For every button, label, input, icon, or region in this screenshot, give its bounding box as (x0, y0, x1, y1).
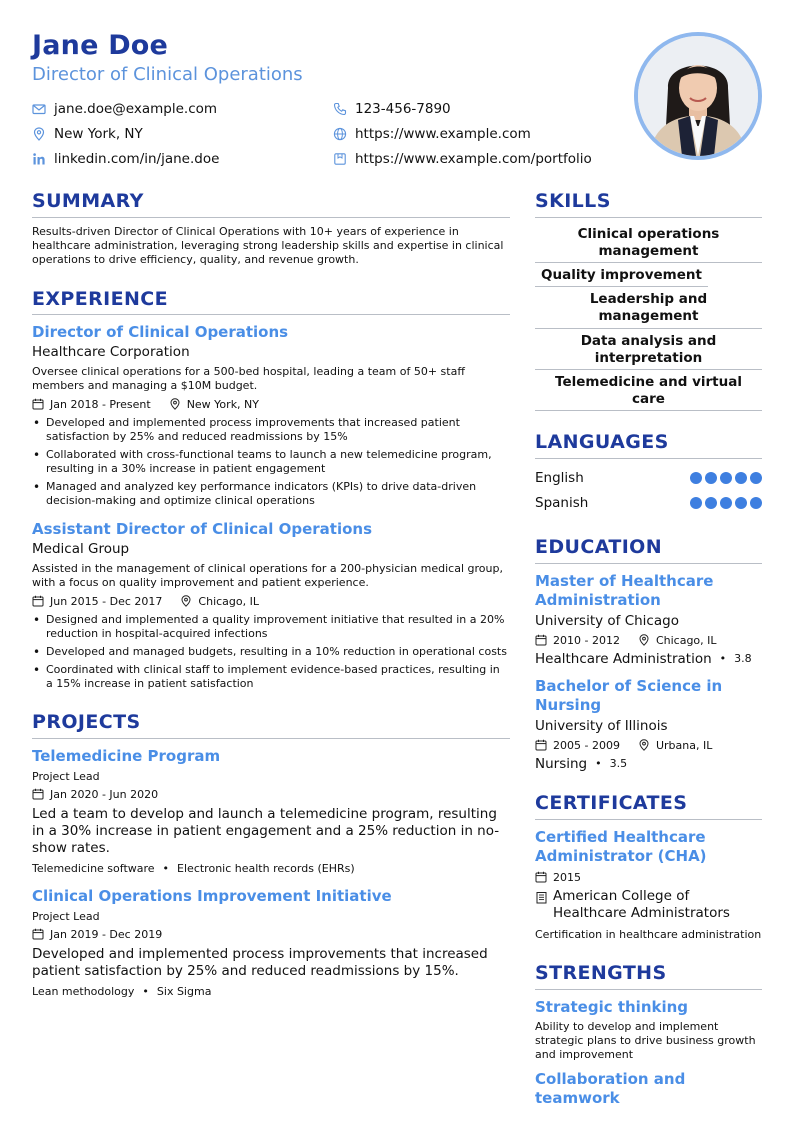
skill-item: Quality improvement (535, 266, 708, 287)
education-entry (535, 572, 762, 667)
job-meta (32, 397, 510, 412)
job-achievements (32, 416, 510, 508)
skill-item: Leadership and management (535, 290, 762, 328)
strengths-section (535, 962, 762, 1108)
contact-phone[interactable] (333, 100, 451, 118)
calendar-icon (535, 871, 547, 883)
job-meta (32, 594, 510, 609)
job-entry (32, 520, 510, 691)
language-name: English (535, 470, 584, 487)
portfolio-text: https://www.example.com/portfolio (355, 151, 592, 167)
field-of-study: Nursing (535, 755, 588, 772)
proficiency-dot (720, 472, 732, 484)
proficiency-dot (705, 472, 717, 484)
project-keywords: Lean methodology • Six Sigma (32, 985, 212, 999)
map-pin-icon (169, 398, 181, 410)
achievement-item: • Designed and implemented a quality improvement initiative that resulted in a 20% reduction in hospital-acquired infections (32, 613, 510, 641)
project-meta (32, 787, 510, 802)
achievement-item: • Developed and implemented process improvements that increased patient satisfaction by 25% and reduced readmissions by 15% (32, 416, 510, 444)
skill-item: Telemedicine and virtual care (535, 373, 762, 411)
summary-heading: SUMMARY (32, 190, 510, 218)
project-entry (32, 887, 510, 998)
building-icon (535, 891, 548, 904)
job-achievements (32, 613, 510, 691)
certificate-issuer: American College of Healthcare Administrators (553, 887, 730, 921)
location-text: New York, NY (54, 126, 143, 142)
achievement-item: • Managed and analyzed key performance indicators (KPIs) to drive data-driven decision-making and optimize clinical operations (32, 480, 510, 508)
contact-location (32, 125, 143, 143)
strength-description: Ability to develop and implement strategic plans to drive business growth and improvement (535, 1019, 756, 1062)
language-item (535, 491, 762, 516)
candidate-name: Jane Doe (32, 30, 169, 61)
resume-header (32, 30, 762, 170)
certificate-issuer-row (535, 888, 762, 922)
phone-icon (333, 102, 347, 116)
field-of-study: Healthcare Administration (535, 650, 712, 667)
profile-photo (634, 32, 762, 160)
envelope-icon (32, 102, 46, 116)
achievement-item: • Developed and managed budgets, resulting in a 10% reduction in operational costs (32, 645, 510, 659)
language-level (690, 497, 762, 509)
calendar-icon (32, 928, 44, 940)
phone-text: 123-456-7890 (355, 101, 451, 117)
job-dates: Jan 2018 - Present (50, 397, 151, 411)
education-entry (535, 677, 762, 772)
keyword: Lean methodology (32, 985, 135, 999)
strengths-heading: STRENGTHS (535, 962, 762, 990)
proficiency-dot (690, 497, 702, 509)
globe-icon (333, 127, 347, 141)
right-column (535, 190, 762, 1108)
education-location: Urbana, IL (655, 738, 713, 752)
job-location: New York, NY (186, 397, 259, 411)
skills-heading: SKILLS (535, 190, 762, 218)
calendar-icon (32, 788, 44, 800)
education-dates: 2005 - 2009 (553, 738, 620, 752)
skills-list (535, 225, 762, 411)
map-pin-icon (32, 127, 46, 141)
degree-title: Master of Healthcare Administration (535, 571, 714, 609)
project-description: Led a team to develop and launch a telemedicine program, resulting in a 30% increase in patient engagement and a 25% reduction in no-show rates. (32, 805, 500, 857)
portfolio-icon (333, 152, 347, 166)
keyword: Six Sigma (156, 985, 212, 999)
contact-portfolio[interactable] (333, 150, 592, 168)
map-pin-icon (638, 634, 650, 646)
proficiency-dot (690, 472, 702, 484)
job-title: Director of Clinical Operations (32, 323, 289, 342)
strength-title: Strategic thinking (535, 997, 689, 1016)
school-name: University of Illinois (535, 717, 668, 734)
left-column (32, 190, 510, 998)
job-location: Chicago, IL (198, 594, 259, 608)
job-company: Healthcare Corporation (32, 344, 190, 361)
job-entry (32, 323, 510, 508)
project-keywords: Telemedicine software • Electronic health records (EHRs) (32, 862, 355, 876)
certificates-section (535, 792, 762, 942)
certificate-year: 2015 (553, 870, 581, 884)
education-meta (535, 633, 762, 648)
project-meta (32, 927, 510, 942)
proficiency-dot (720, 497, 732, 509)
certificate-description: Certification in healthcare administration (535, 928, 762, 942)
strength-title: Collaboration and teamwork (535, 1070, 686, 1108)
summary-section (32, 190, 510, 268)
strength-entry (535, 998, 762, 1062)
certificate-title: Certified Healthcare Administrator (CHA) (535, 827, 707, 865)
proficiency-dot (735, 497, 747, 509)
calendar-icon (32, 595, 44, 607)
language-item (535, 466, 762, 491)
gpa-value: 3.8 (734, 652, 752, 666)
project-role: Project Lead (32, 769, 100, 783)
project-entry (32, 747, 510, 875)
strength-entry (535, 1070, 762, 1108)
education-location: Chicago, IL (655, 633, 717, 647)
project-title: Telemedicine Program (32, 747, 221, 766)
map-pin-icon (638, 739, 650, 751)
map-pin-icon (180, 595, 192, 607)
achievement-item: • Collaborated with cross-functional teams to launch a new telemedicine program, resulting in a 30% increase in patient engagement (32, 448, 510, 476)
education-section (535, 536, 762, 772)
language-name: Spanish (535, 495, 589, 512)
website-text: https://www.example.com (355, 126, 531, 142)
experience-section (32, 288, 510, 692)
project-title: Clinical Operations Improvement Initiative (32, 887, 392, 906)
education-field-row: Healthcare Administration • 3.8 (535, 650, 752, 667)
calendar-icon (535, 634, 547, 646)
keyword: Telemedicine software (32, 862, 155, 876)
candidate-title: Director of Clinical Operations (32, 64, 303, 86)
contact-website[interactable] (333, 125, 531, 143)
education-field-row: Nursing • 3.5 (535, 755, 628, 772)
job-dates: Jun 2015 - Dec 2017 (50, 594, 163, 608)
certificates-heading: CERTIFICATES (535, 792, 762, 820)
degree-title: Bachelor of Science in Nursing (535, 676, 723, 714)
languages-section (535, 431, 762, 516)
experience-heading: EXPERIENCE (32, 288, 510, 316)
job-description: Oversee clinical operations for a 500-bed hospital, leading a team of 50+ staff members and managing a $10M budget. (32, 364, 465, 392)
language-level (690, 472, 762, 484)
projects-section (32, 711, 510, 998)
contact-linkedin[interactable] (32, 150, 219, 168)
proficiency-dot (705, 497, 717, 509)
education-meta (535, 738, 762, 753)
calendar-icon (535, 739, 547, 751)
keyword: Electronic health records (EHRs) (177, 862, 355, 876)
certificate-meta (535, 870, 762, 885)
project-role: Project Lead (32, 909, 100, 923)
linkedin-text: linkedin.com/in/jane.doe (54, 151, 220, 167)
email-text: jane.doe@example.com (54, 101, 218, 117)
proficiency-dot (750, 497, 762, 509)
languages-heading: LANGUAGES (535, 431, 762, 459)
skills-section (535, 190, 762, 411)
calendar-icon (32, 398, 44, 410)
school-name: University of Chicago (535, 612, 679, 629)
project-dates: Jan 2020 - Jun 2020 (50, 787, 159, 801)
linkedin-icon (32, 152, 46, 166)
summary-text: Results-driven Director of Clinical Operations with 10+ years of experience in healthcare administration, leveraging strong leadership skills and expertise in clinical operations to drive efficiency, quality, and revenue growth. (32, 224, 504, 267)
proficiency-dot (750, 472, 762, 484)
job-title: Assistant Director of Clinical Operations (32, 520, 372, 539)
skill-item: Data analysis and interpretation (535, 332, 762, 370)
project-description: Developed and implemented process improvements that increased patient satisfaction by 25% and reduced readmissions by 15%. (32, 945, 488, 980)
job-company: Medical Group (32, 541, 130, 558)
contact-email[interactable] (32, 100, 217, 118)
projects-heading: PROJECTS (32, 711, 510, 739)
education-dates: 2010 - 2012 (553, 633, 620, 647)
project-dates: Jan 2019 - Dec 2019 (50, 927, 163, 941)
certificate-entry (535, 828, 762, 942)
proficiency-dot (735, 472, 747, 484)
achievement-item: • Coordinated with clinical staff to implement evidence-based practices, resulting in a 15% increase in patient satisfaction (32, 663, 510, 691)
gpa-value: 3.5 (609, 757, 628, 771)
education-heading: EDUCATION (535, 536, 762, 564)
skill-item: Clinical operations management (535, 225, 762, 263)
job-description: Assisted in the management of clinical operations for a 200-physician medical group, with a focus on quality improvement and patient experience. (32, 561, 503, 589)
avatar (638, 36, 758, 156)
